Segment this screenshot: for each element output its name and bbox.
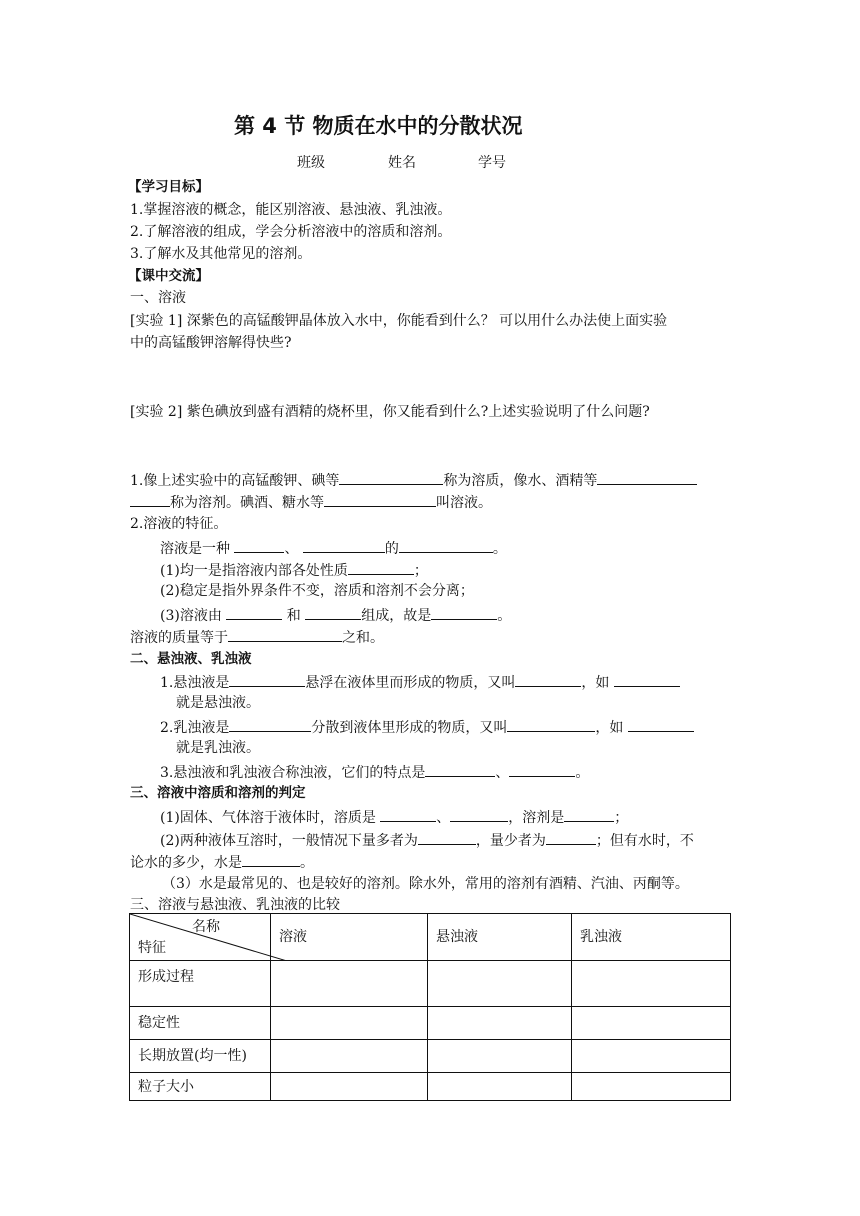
blank-line[interactable] [546,829,596,845]
blank-line[interactable] [515,671,581,687]
section-heading-exchange: 【课中交流】 [128,268,209,284]
blank-line[interactable] [303,537,385,553]
table-cell[interactable] [271,961,428,1007]
part-heading-solution: 一、溶液 [130,290,186,306]
blank-line[interactable] [614,671,680,687]
column-header: 溶液 [271,914,428,961]
class-label: 班级 [297,155,325,171]
corner-cell [130,914,271,961]
section-heading-solute-solvent: 三、溶液中溶质和溶剂的判定 [130,785,306,801]
comparison-table [129,913,731,1101]
blank-line[interactable] [509,761,575,777]
blank-line[interactable] [380,806,436,822]
section-heading-suspension: 二、悬浊液、乳浊液 [130,651,252,667]
suspension-line-2: 就是悬浊液。 [176,695,260,711]
solution-mass-line: 溶液的质量等于 之和。 [130,626,384,648]
table-cell[interactable] [572,1007,731,1040]
blank-line[interactable] [418,829,476,845]
solute-rule-1: (1)固体、气体溶于液体时，溶质是 、 ，溶剂是 ； [160,806,628,828]
blank-line[interactable] [324,491,436,507]
blank-line[interactable] [450,806,508,822]
row-header: 形成过程 [130,961,271,1007]
blank-line[interactable] [564,806,614,822]
student-id-label: 学号 [478,155,506,171]
column-header: 乳浊液 [572,914,731,961]
table-row [130,961,731,1007]
table-cell[interactable] [572,1040,731,1073]
table-header-row [130,914,731,961]
table-row [130,1073,731,1101]
name-label: 姓名 [388,155,416,171]
table-cell[interactable] [572,1073,731,1101]
table-cell[interactable] [428,1073,572,1101]
row-header: 长期放置(均一性) [130,1040,271,1073]
table-cell[interactable] [428,961,572,1007]
experiment-1-text-cont: 中的高锰酸钾溶解得快些? [130,335,292,351]
blank-line[interactable] [339,469,443,485]
experiment-2-text: [实验 2] 紫色碘放到盛有酒精的烧杯里，你又能看到什么?上述实验说明了什么问题? [130,404,650,420]
uniformity-line: (1)均一是指溶液内部各处性质 ； [160,559,428,581]
corner-top-label: 名称 [192,919,220,935]
question-1-line-2: 称为溶剂。碘酒、糖水等 叫溶液。 [130,491,492,513]
section-heading-goals: 【学习目标】 [128,179,209,195]
blank-line[interactable] [226,604,282,620]
column-header: 悬浊液 [428,914,572,961]
blank-line[interactable] [597,469,697,485]
page-title: 第 4 节 物质在水中的分散状况 [234,114,523,138]
question-1-line-1: 1.像上述实验中的高锰酸钾、碘等 称为溶质，像水、酒精等 [130,469,697,491]
table-row [130,1007,731,1040]
emulsion-line-1: 2.乳浊液是 分散到液体里形成的物质，又叫 ，如 [160,716,694,738]
blank-line[interactable] [229,716,311,732]
suspension-line-1: 1.悬浊液是 悬浮在液体里而形成的物质，又叫 ，如 [160,671,680,693]
solution-feature-line: 溶液是一种 、 的 。 [160,537,507,559]
table-cell[interactable] [271,1040,428,1073]
blank-line[interactable] [130,491,170,507]
blank-line[interactable] [228,626,342,642]
blank-line[interactable] [234,537,284,553]
question-2-heading: 2.溶液的特征。 [130,516,228,532]
table-cell[interactable] [572,961,731,1007]
emulsion-line-2: 就是乳浊液。 [176,740,260,756]
row-header: 稳定性 [130,1007,271,1040]
solute-rule-2: (2)两种液体互溶时，一般情况下量多者为 ，量少者为 ；但有水时，不 [160,829,694,851]
experiment-1-text: [实验 1] 深紫色的高锰酸钾晶体放入水中，你能看到什么？ 可以用什么办法使上面实验 [130,313,668,329]
table-cell[interactable] [428,1040,572,1073]
solvent-rule-3: （3）水是最常见的、也是较好的溶剂。除水外，常用的溶剂有酒精、汽油、丙酮等。 [162,876,689,892]
table-cell[interactable] [428,1007,572,1040]
blank-line[interactable] [507,716,595,732]
composition-line: (3)溶液由 和 组成，故是 。 [160,604,511,626]
goal-item: 3.了解水及其他常见的溶剂。 [130,246,312,262]
blank-line[interactable] [229,671,305,687]
goal-item: 1.掌握溶液的概念，能区别溶液、悬浊液、乳浊液。 [130,202,452,218]
blank-line[interactable] [431,604,497,620]
blank-line[interactable] [628,716,694,732]
solute-rule-2-cont: 论水的多少，水是 。 [130,851,314,873]
turbid-liquid-line: 3.悬浊液和乳浊液合称浊液，它们的特点是 、 。 [160,761,589,783]
blank-line[interactable] [242,851,300,867]
corner-bottom-label: 特征 [138,940,166,956]
row-header: 粒子大小 [130,1073,271,1101]
table-cell[interactable] [271,1073,428,1101]
blank-line[interactable] [305,604,361,620]
stability-line: (2)稳定是指外界条件不变，溶质和溶剂不会分离； [160,583,474,599]
blank-line[interactable] [348,559,414,575]
comparison-heading: 三、溶液与悬浊液、乳浊液的比较 [130,897,340,913]
table-cell[interactable] [271,1007,428,1040]
blank-line[interactable] [399,537,493,553]
blank-line[interactable] [425,761,495,777]
table-row [130,1040,731,1073]
goal-item: 2.了解溶液的组成，学会分析溶液中的溶质和溶剂。 [130,224,452,240]
